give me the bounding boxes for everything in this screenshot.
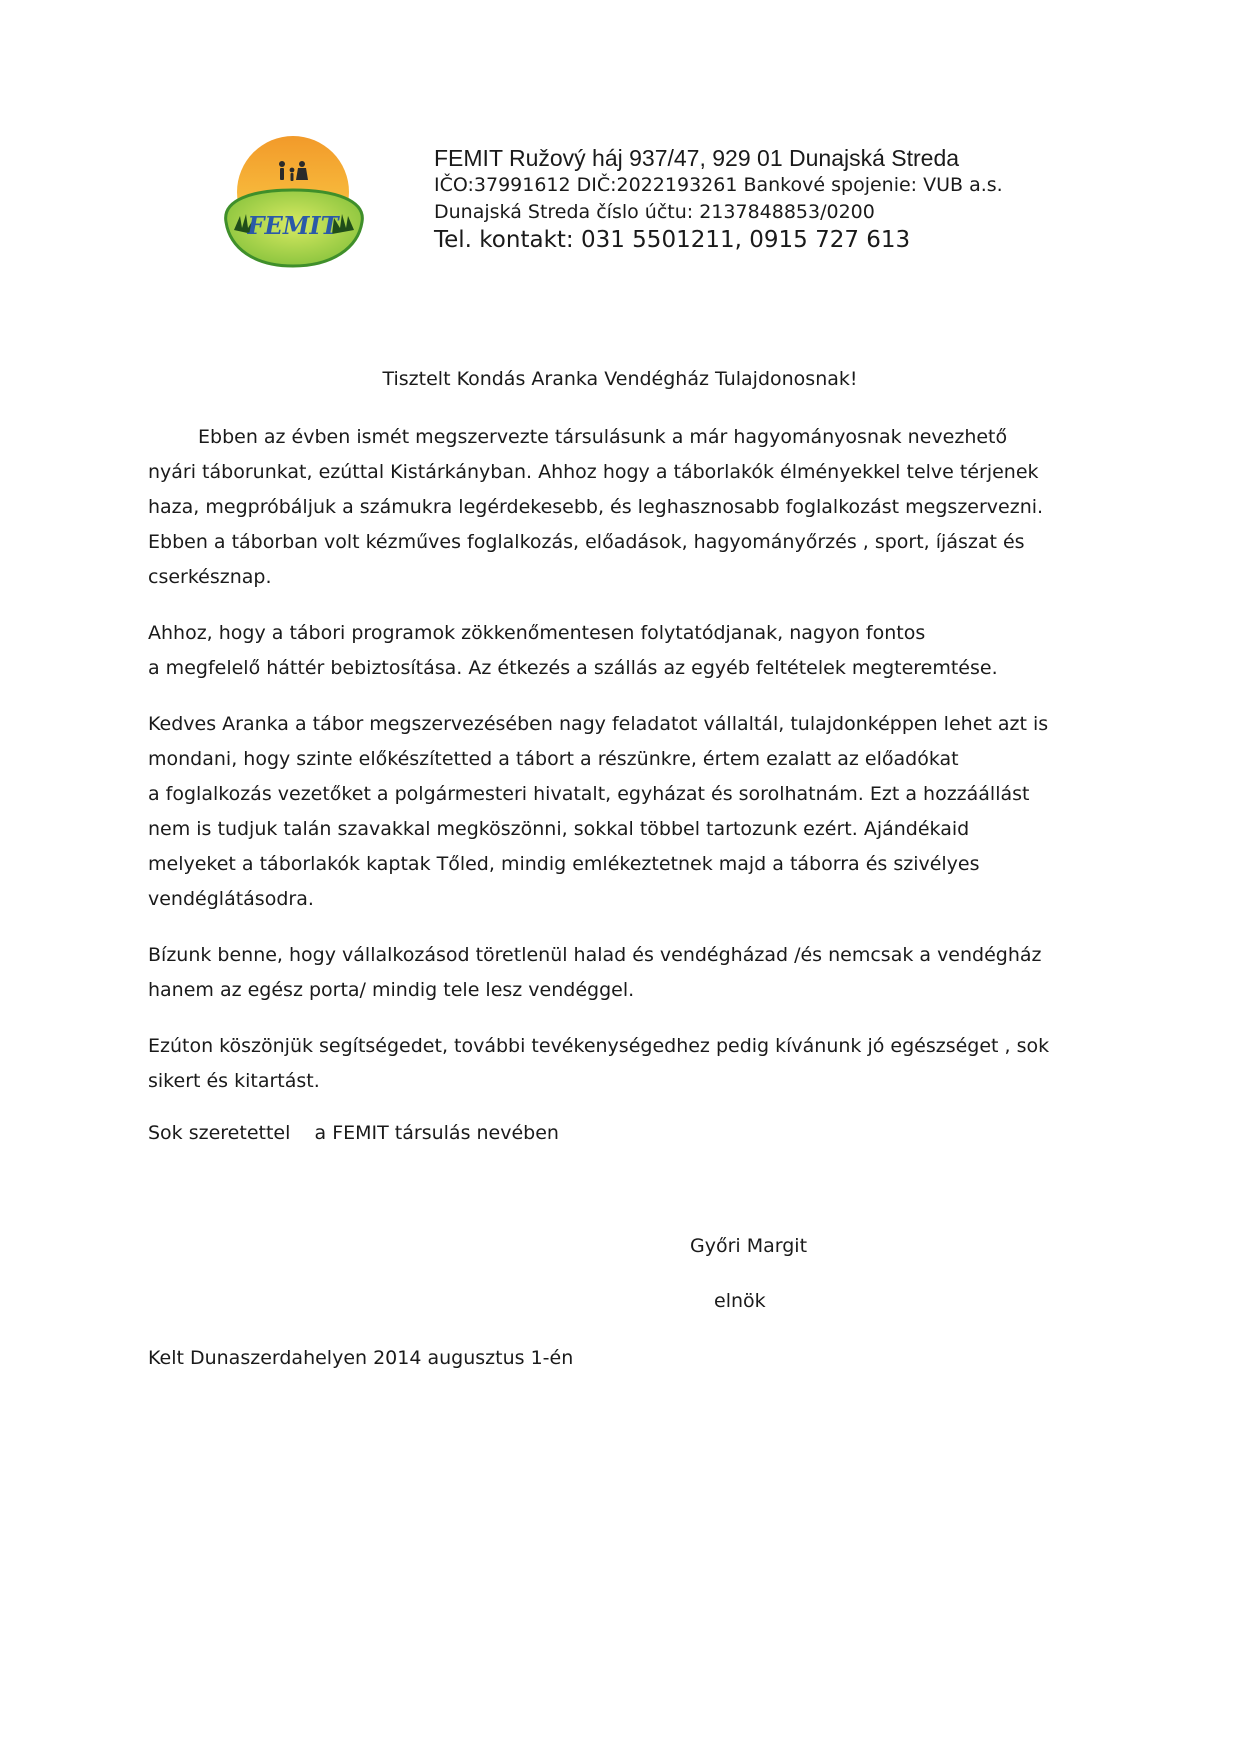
paragraph-4 xyxy=(148,938,1108,1008)
paragraph-1 xyxy=(148,420,1108,595)
paragraph-line: Ezúton köszönjük segítségedet, további tevékenységedhez pedig kívánunk jó egészséget , sok xyxy=(148,1035,1050,1057)
paragraph-line: vendéglátásodra. xyxy=(148,888,314,910)
signer-name: Győri Margit xyxy=(690,1235,808,1257)
date-line: Kelt Dunaszerdahelyen 2014 augusztus 1-én xyxy=(148,1347,574,1369)
paragraph-line: a megfelelő háttér bebiztosítása. Az étkezés a szállás az egyéb feltételek megteremtése. xyxy=(148,657,998,679)
salutation: Tisztelt Kondás Aranka Vendégház Tulajdonosnak! xyxy=(382,368,858,390)
closing-line: Sok szeretettel a FEMIT társulás nevében xyxy=(148,1122,559,1144)
paragraph-2 xyxy=(148,616,1108,686)
paragraph-line: mondani, hogy szinte előkészítetted a tábort a részünkre, értem ezalatt az előadókat xyxy=(148,748,959,770)
paragraph-line: Bízunk benne, hogy vállalkozásod töretlenül halad és vendégházad /és nemcsak a vendégház xyxy=(148,944,1042,966)
paragraph-5 xyxy=(148,1029,1108,1099)
paragraph-line: melyeket a táborlakók kaptak Tőled, mindig emlékeztetnek majd a táborra és szivélyes xyxy=(148,853,980,875)
paragraph-line: nem is tudjuk talán szavakkal megköszönni, sokkal többel tartozunk ezért. Ajándékaid xyxy=(148,818,970,840)
paragraph-3 xyxy=(148,707,1108,917)
address-line: FEMIT Ružový háj 937/47, 929 01 Dunajská Streda xyxy=(434,145,960,171)
paragraph-line: hanem az egész porta/ mindig tele lesz vendéggel. xyxy=(148,979,635,1001)
logo-text: FEMIT xyxy=(247,211,339,240)
paragraph-line: haza, megpróbáljuk a számukra legérdekesebb, és leghasznosabb foglalkozást megszervezni. xyxy=(148,496,1044,518)
paragraph-line: Ebben a táborban volt kézműves foglalkozás, előadások, hagyományőrzés , sport, íjászat és xyxy=(148,531,1025,553)
ids-line: IČO:37991612 DIČ:2022193261 Bankové spojenie: VUB a.s. xyxy=(434,174,1003,196)
paragraph-line: cserkésznap. xyxy=(148,566,272,588)
paragraph-line: sikert és kitartást. xyxy=(148,1070,320,1092)
femit-logo xyxy=(212,130,374,280)
paragraph-line: Ahhoz, hogy a tábori programok zökkenőmentesen folytatódjanak, nagyon fontos xyxy=(148,622,926,644)
contact-line: Tel. kontakt: 031 5501211, 0915 727 613 xyxy=(434,227,911,253)
letter-body xyxy=(148,420,1108,1120)
paragraph-line: Ebben az évben ismét megszervezte társulásunk a már hagyományosnak nevezhető xyxy=(198,426,1008,448)
letterhead-info xyxy=(434,147,1003,252)
signer-title: elnök xyxy=(714,1290,766,1312)
account-line: Dunajská Streda číslo účtu: 2137848853/0200 xyxy=(434,201,875,223)
paragraph-line: Kedves Aranka a tábor megszervezésében nagy feladatot vállaltál, tulajdonképpen lehet azt is xyxy=(148,713,1049,735)
paragraph-line: nyári táborunkat, ezúttal Kistárkányban. Ahhoz hogy a táborlakók élményekkel telve térjenek xyxy=(148,461,1039,483)
paragraph-line: a foglalkozás vezetőket a polgármesteri hivatalt, egyházat és sorolhatnám. Ezt a hozzáállást xyxy=(148,783,1030,805)
